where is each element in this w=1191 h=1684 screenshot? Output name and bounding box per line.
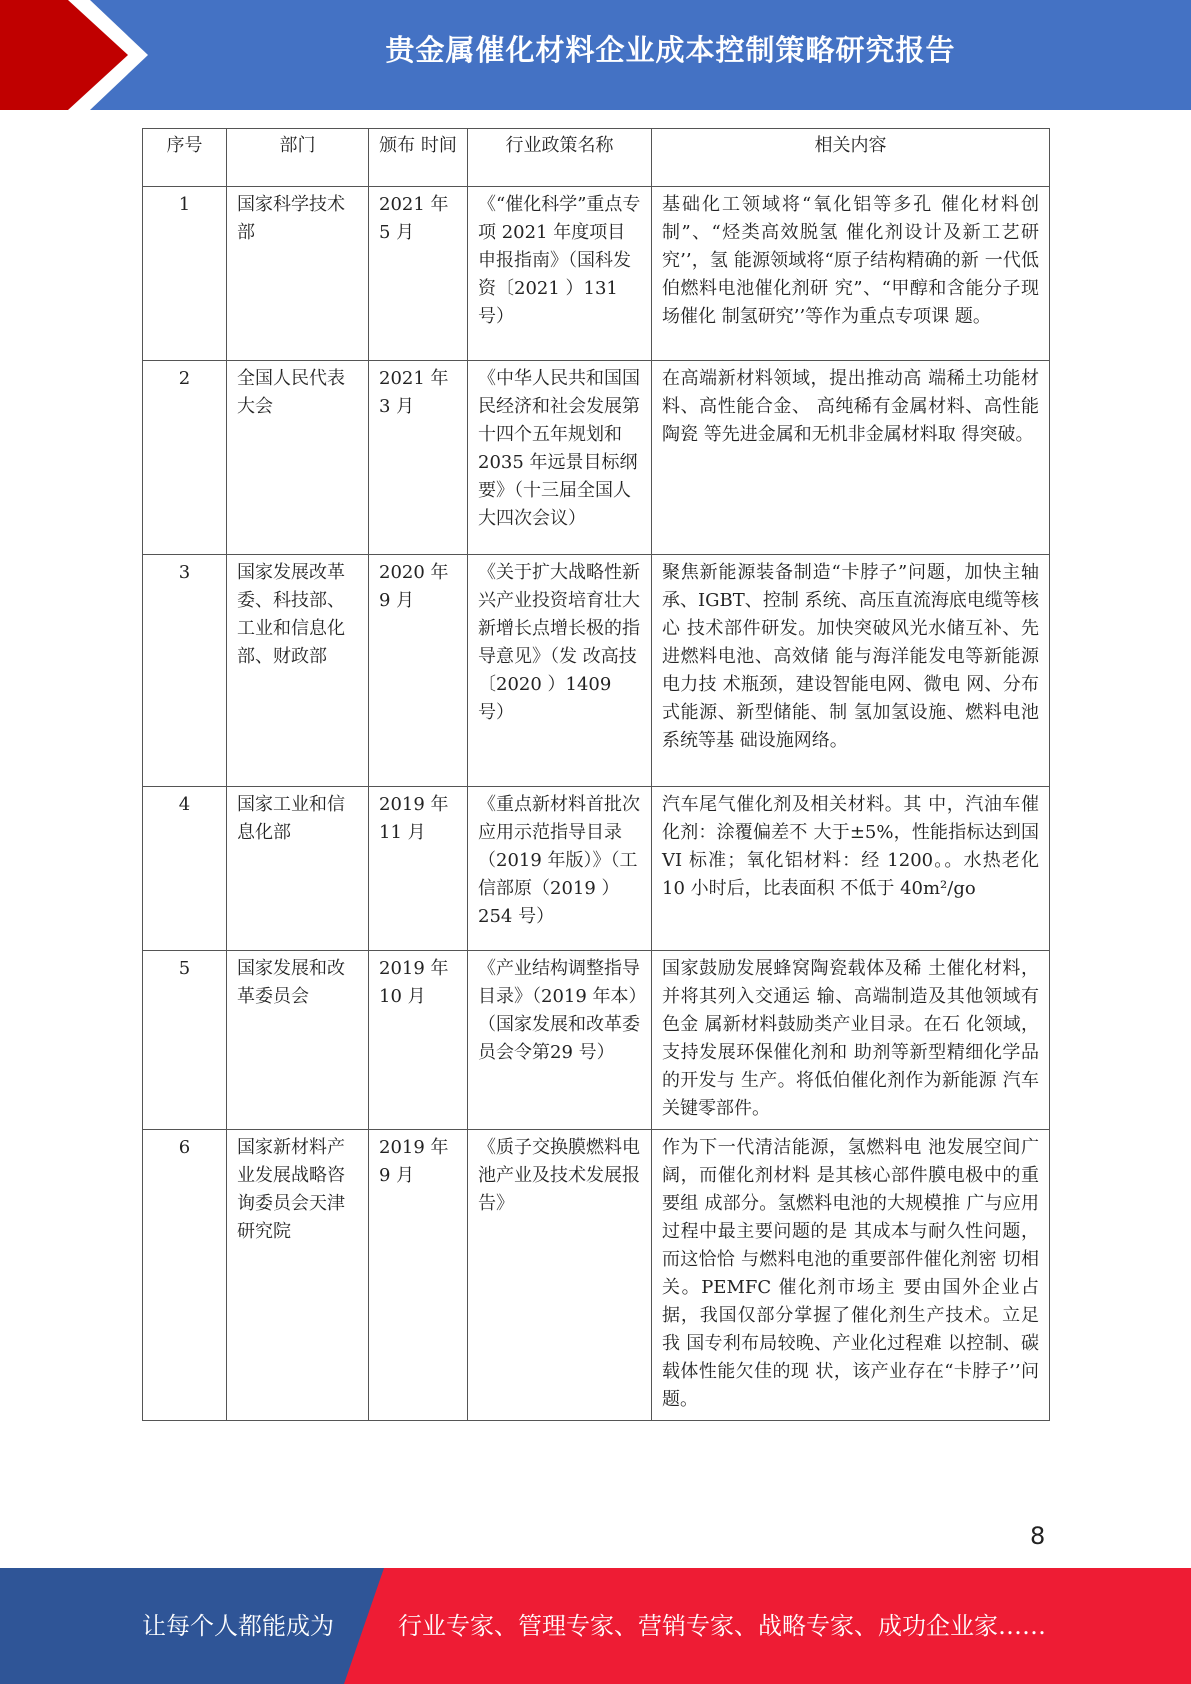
row-policy: 《中华人民共和国国民经济和社会发展第十四个五年规划和 2035 年远景目标纲要》（十三届全国人大四次会议） bbox=[468, 361, 652, 555]
row-content: 在高端新材料领域，提出推动高 端稀土功能材料、高性能合金、 高纯稀有金属材料、高性能陶瓷 等先进金属和无机非金属材料取 得突破。 bbox=[652, 361, 1050, 555]
header-policy: 行业政策名称 bbox=[468, 129, 652, 187]
footer-slogan-left: 让每个人都能成为 bbox=[142, 1612, 334, 1640]
row-dept: 国家科学技术部 bbox=[227, 187, 369, 361]
table-row bbox=[143, 187, 1050, 361]
table-row bbox=[143, 361, 1050, 555]
policy-table bbox=[142, 128, 1050, 1421]
row-date: 2021 年 5 月 bbox=[369, 187, 468, 361]
footer-slogan-right: 行业专家、管理专家、营销专家、战略专家、成功企业家…… bbox=[398, 1612, 1046, 1640]
row-policy: 《产业结构调整指导目录》（2019 年本）（国家发展和改革委员会令第29 号） bbox=[468, 951, 652, 1130]
row-dept: 国家工业和信息化部 bbox=[227, 787, 369, 951]
row-num: 5 bbox=[143, 951, 227, 1130]
row-content: 作为下一代清洁能源，氢燃料电 池发展空间广阔，而催化剂材料 是其核心部件膜电极中的重要组 成部分。氢燃料电池的大规模推 广与应用过程中最主要问题的是 其成本与耐久性问题，而这恰恰 与燃料电池的重要部件催化剂密 切相关。PEMFC 催化剂市场主 要由国外企业占据，我国仅部分掌握了催化剂生产技术。立足我 国专利布局较晚、产业化过程难 以控制、碳载体性能欠佳的现 状，该产业存在“卡脖子’’问题。 bbox=[652, 1130, 1050, 1421]
row-content: 汽车尾气催化剂及相关材料。其 中，汽油车催化剂：涂覆偏差不 大于±5%，性能指标达到国 VI 标准；氧化铝材料：经 1200。。水热老化 10 小时后，比表面积 不低于 40m²/go bbox=[652, 787, 1050, 951]
header-date: 颁布 时间 bbox=[369, 129, 468, 187]
header-red-chevron bbox=[0, 0, 150, 110]
row-dept: 国家发展和改革委员会 bbox=[227, 951, 369, 1130]
row-num: 4 bbox=[143, 787, 227, 951]
row-date: 2019 年 10 月 bbox=[369, 951, 468, 1130]
row-content: 聚焦新能源装备制造“卡脖子”问题，加快主轴承、IGBT、控制 系统、高压直流海底电缆等核心 技术部件研发。加快突破风光水储互补、先进燃料电池、高效储 能与海洋能发电等新能源电力技 术瓶颈，建设智能电网、微电 网、分布式能源、新型储能、制 氢加氢设施、燃料电池系统等基 础设施网络。 bbox=[652, 555, 1050, 787]
header-banner bbox=[0, 0, 1191, 110]
table-row bbox=[143, 1130, 1050, 1421]
row-date: 2019 年 11 月 bbox=[369, 787, 468, 951]
header-num: 序号 bbox=[143, 129, 227, 187]
header-content: 相关内容 bbox=[652, 129, 1050, 187]
table-row bbox=[143, 555, 1050, 787]
row-dept: 国家发展改革委、科技部、工业和信息化部、财政部 bbox=[227, 555, 369, 787]
row-num: 3 bbox=[143, 555, 227, 787]
row-num: 1 bbox=[143, 187, 227, 361]
row-policy: 《关于扩大战略性新兴产业投资培育壮大新增长点增长极的指导意见》（发 改高技〔2020 ）1409 号） bbox=[468, 555, 652, 787]
row-date: 2021 年 3 月 bbox=[369, 361, 468, 555]
page-number: 8 bbox=[1030, 1522, 1046, 1550]
row-date: 2019 年 9 月 bbox=[369, 1130, 468, 1421]
row-content: 国家鼓励发展蜂窝陶瓷载体及稀 土催化材料，并将其列入交通运 输、高端制造及其他领域有色金 属新材料鼓励类产业目录。在石 化领域，支持发展环保催化剂和 助剂等新型精细化学品的开发与 生产。将低伯催化剂作为新能源 汽车关键零部件。 bbox=[652, 951, 1050, 1130]
header-dept: 部门 bbox=[227, 129, 369, 187]
row-content: 基础化工领域将“氧化铝等多孔 催化材料创制”、“烃类高效脱氢 催化剂设计及新工艺研究’’，氢 能源领域将“原子结构精确的新 一代低伯燃料电池催化剂研 究”、“甲醇和含能分子现场催化 制氢研究’’等作为重点专项课 题。 bbox=[652, 187, 1050, 361]
row-date: 2020 年 9 月 bbox=[369, 555, 468, 787]
table-row bbox=[143, 787, 1050, 951]
row-dept: 国家新材料产业发展战略咨询委员会天津研究院 bbox=[227, 1130, 369, 1421]
row-policy: 《“催化科学”重点专项 2021 年度项目申报指南》（国科发资〔2021 ）131 号） bbox=[468, 187, 652, 361]
row-num: 2 bbox=[143, 361, 227, 555]
row-dept: 全国人民代表大会 bbox=[227, 361, 369, 555]
row-policy: 《重点新材料首批次应用示范指导目录（2019 年版）》（工信部原（2019 ） 254 号） bbox=[468, 787, 652, 951]
table-row bbox=[143, 951, 1050, 1130]
footer-banner bbox=[0, 1568, 1191, 1684]
row-policy: 《质子交换膜燃料电池产业及技术发展报告》 bbox=[468, 1130, 652, 1421]
document-title: 贵金属催化材料企业成本控制策略研究报告 bbox=[385, 33, 956, 67]
table-header-row bbox=[143, 129, 1050, 187]
row-num: 6 bbox=[143, 1130, 227, 1421]
